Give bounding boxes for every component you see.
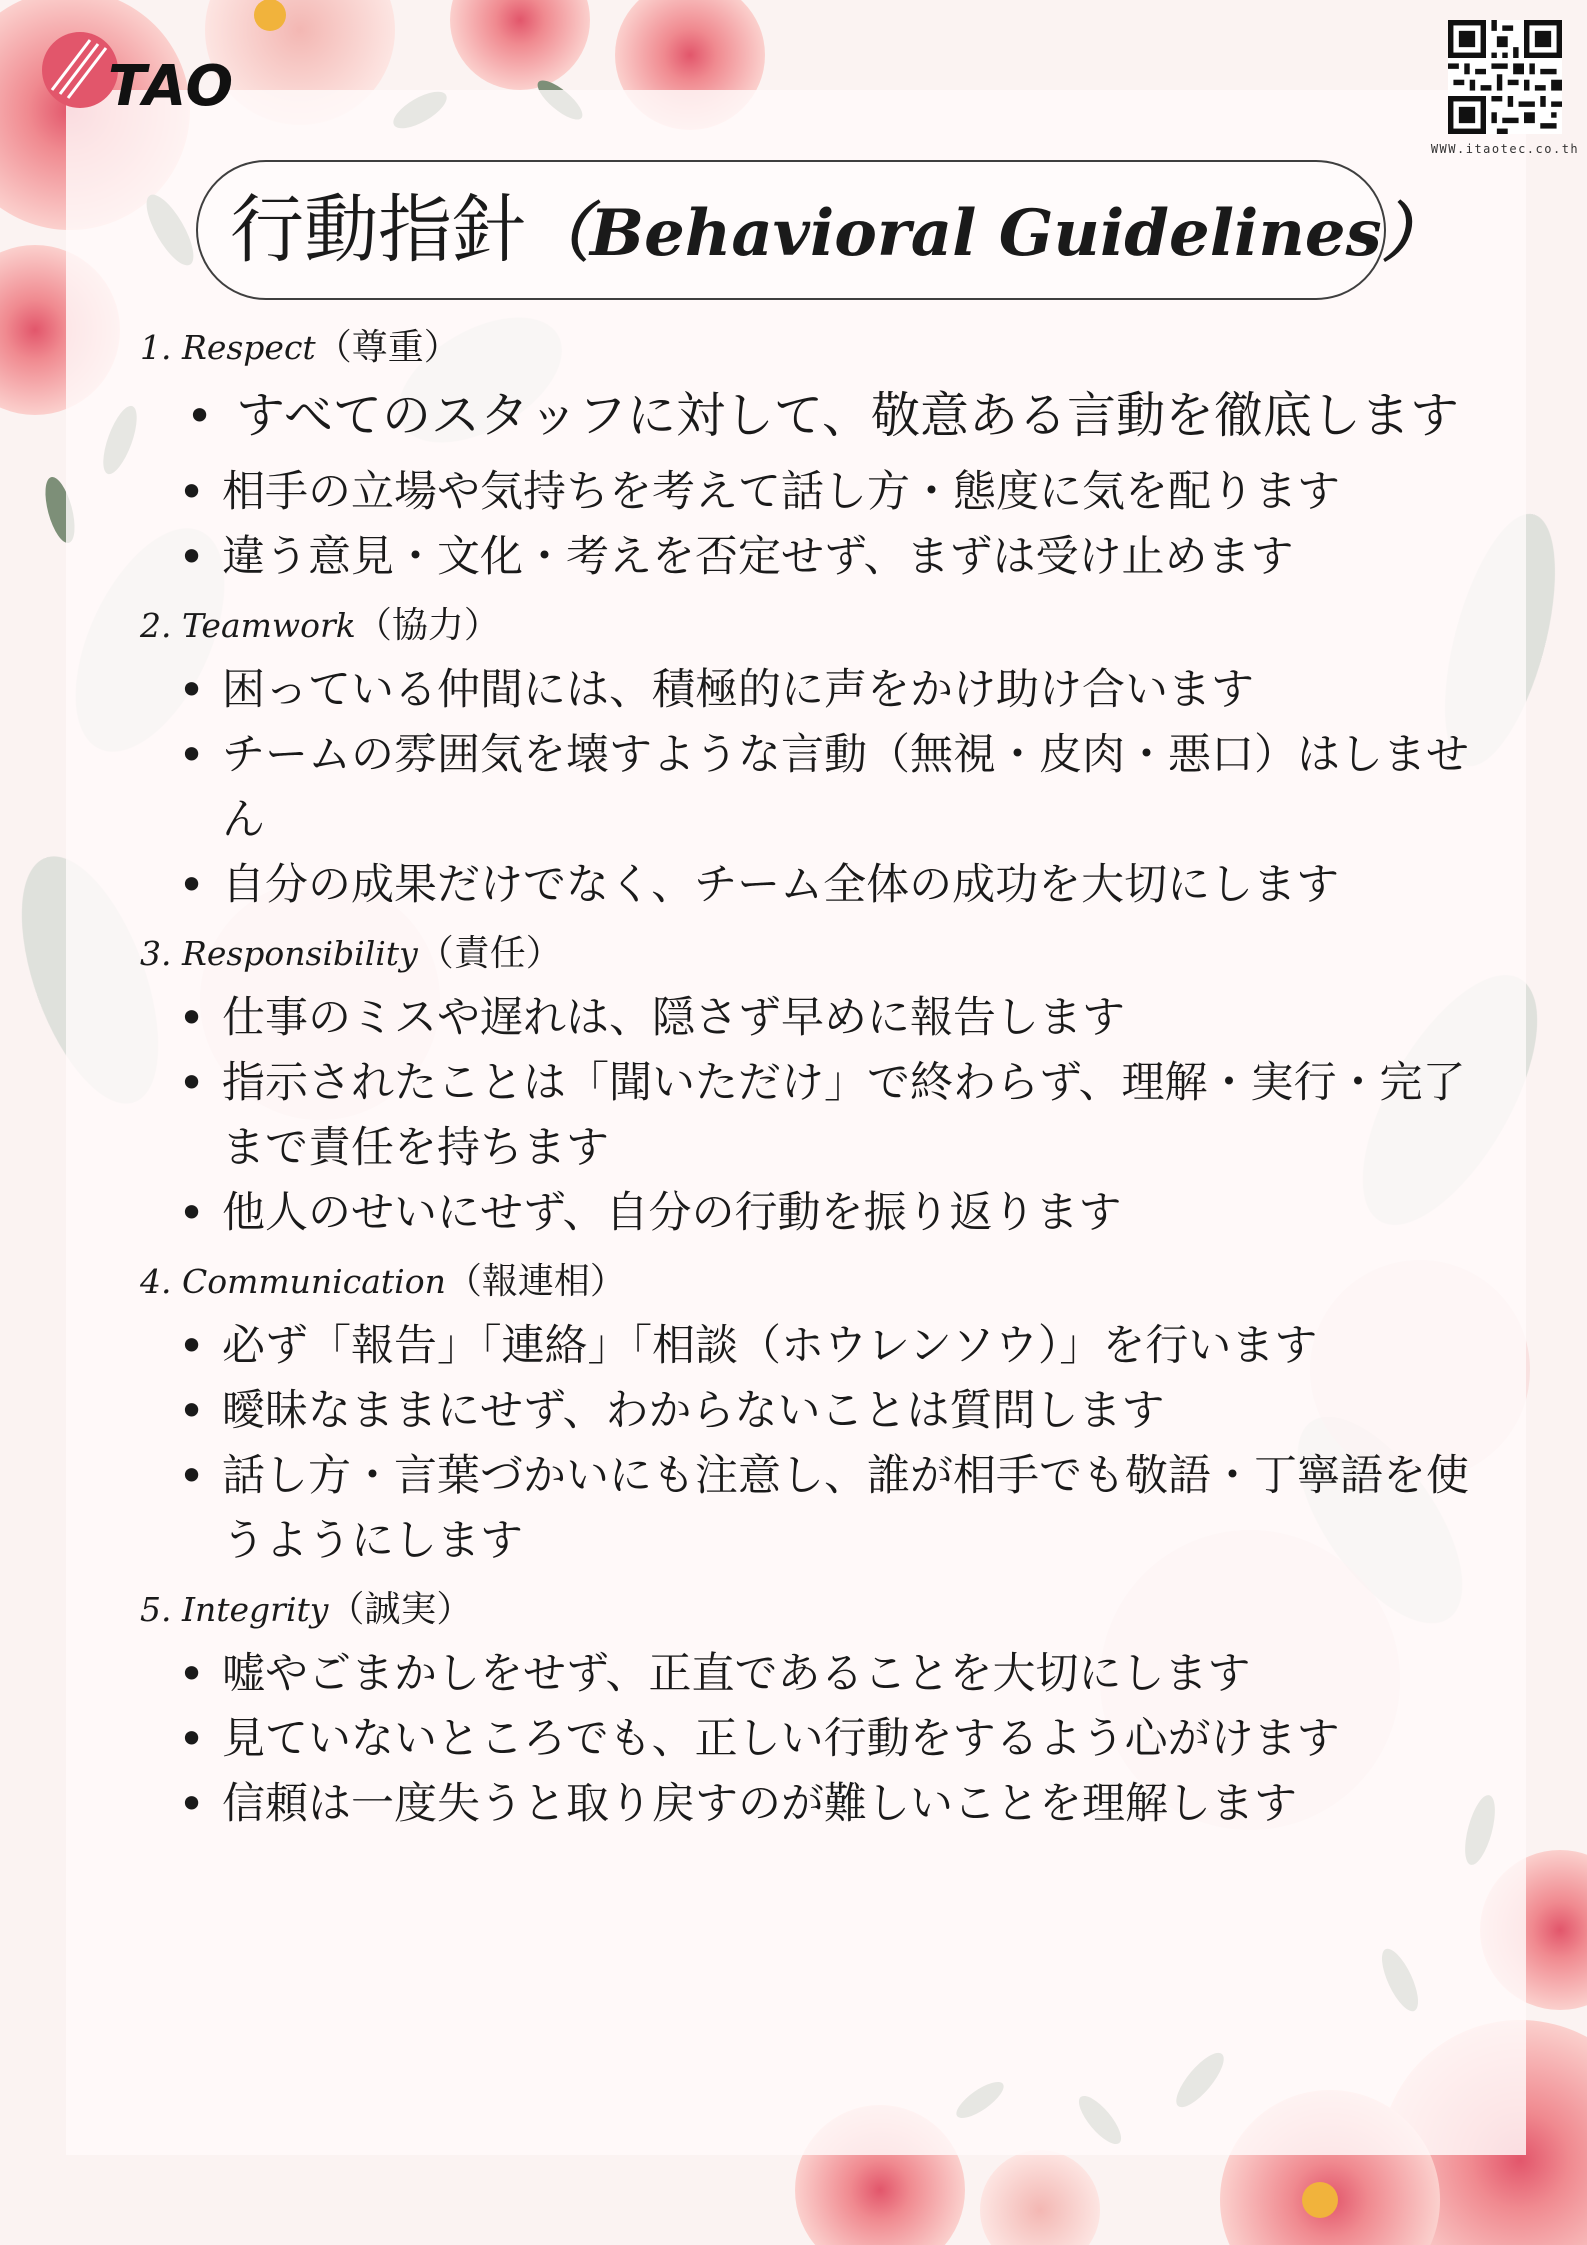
section-communication bbox=[140, 1254, 1480, 1574]
section-heading bbox=[140, 320, 1480, 376]
item-list bbox=[140, 658, 1480, 918]
section-heading bbox=[140, 598, 1480, 654]
section-heading-en: 5. Integrity bbox=[140, 1590, 329, 1629]
website-url[interactable]: WWW.itaotec.co.th bbox=[1430, 142, 1580, 156]
list-item: • 困っている仲間には、積極的に声をかけ助け合います bbox=[140, 658, 1480, 723]
section-responsibility bbox=[140, 926, 1480, 1246]
list-item: • 相手の立場や気持ちを考えて話し方・態度に気を配ります bbox=[140, 460, 1480, 525]
list-item: • 指示されたことは「聞いただけ」で終わらず、理解・実行・完了まで責任を持ちます bbox=[140, 1051, 1480, 1181]
list-item: • 仕事のミスや遅れは、隠さず早めに報告します bbox=[140, 986, 1480, 1051]
title-en: （Behavioral Guidelines） bbox=[526, 196, 1446, 271]
title-jp: 行動指針 bbox=[230, 187, 526, 273]
page-title bbox=[230, 180, 1446, 280]
section-integrity bbox=[140, 1582, 1480, 1837]
section-heading-jp: （尊重） bbox=[315, 327, 460, 368]
section-heading bbox=[140, 1254, 1480, 1310]
list-item: • 必ず「報告」「連絡」「相談（ホウレンソウ）」を行います bbox=[140, 1314, 1480, 1379]
list-item: • 信頼は一度失うと取り戻すのが難しいことを理解します bbox=[140, 1772, 1480, 1837]
list-item: • 話し方・言葉づかいにも注意し、誰が相手でも敬語・丁寧語を使うようにします bbox=[140, 1444, 1480, 1574]
item-list bbox=[140, 1314, 1480, 1574]
section-heading-jp: （協力） bbox=[355, 605, 500, 646]
section-heading-en: 2. Teamwork bbox=[140, 606, 356, 645]
list-item: • 曖昧なままにせず、わからないことは質問します bbox=[140, 1379, 1480, 1444]
logo-text: TAO bbox=[108, 54, 235, 119]
list-item: • 嘘やごまかしをせず、正直であることを大切にします bbox=[140, 1642, 1480, 1707]
company-logo bbox=[30, 20, 260, 130]
section-heading-jp: （誠実） bbox=[328, 1589, 473, 1630]
list-item: • 他人のせいにせず、自分の行動を振り返ります bbox=[140, 1181, 1480, 1246]
section-heading-en: 3. Responsibility bbox=[140, 934, 418, 973]
section-heading-jp: （責任） bbox=[417, 933, 562, 974]
list-item: • すべてのスタッフに対して、敬意ある言動を徹底します bbox=[140, 380, 1480, 452]
item-list bbox=[140, 986, 1480, 1246]
guidelines-list bbox=[140, 320, 1480, 1845]
list-item: • 違う意見・文化・考えを否定せず、まずは受け止めます bbox=[140, 525, 1480, 590]
item-list bbox=[140, 380, 1480, 452]
qr-code-icon[interactable] bbox=[1448, 20, 1562, 134]
section-heading-en: 4. Communication bbox=[140, 1262, 446, 1301]
section-respect bbox=[140, 320, 1480, 590]
section-heading bbox=[140, 1582, 1480, 1638]
list-item: • チームの雰囲気を壊すような言動（無視・皮肉・悪口）はしません bbox=[140, 723, 1480, 853]
list-item: • 見ていないところでも、正しい行動をするよう心がけます bbox=[140, 1707, 1480, 1772]
section-teamwork bbox=[140, 598, 1480, 918]
section-heading-en: 1. Respect bbox=[140, 328, 316, 367]
section-heading-jp: （報連相） bbox=[445, 1261, 626, 1302]
item-list bbox=[140, 1642, 1480, 1837]
list-item: • 自分の成果だけでなく、チーム全体の成功を大切にします bbox=[140, 853, 1480, 918]
section-heading bbox=[140, 926, 1480, 982]
item-list bbox=[140, 460, 1480, 590]
